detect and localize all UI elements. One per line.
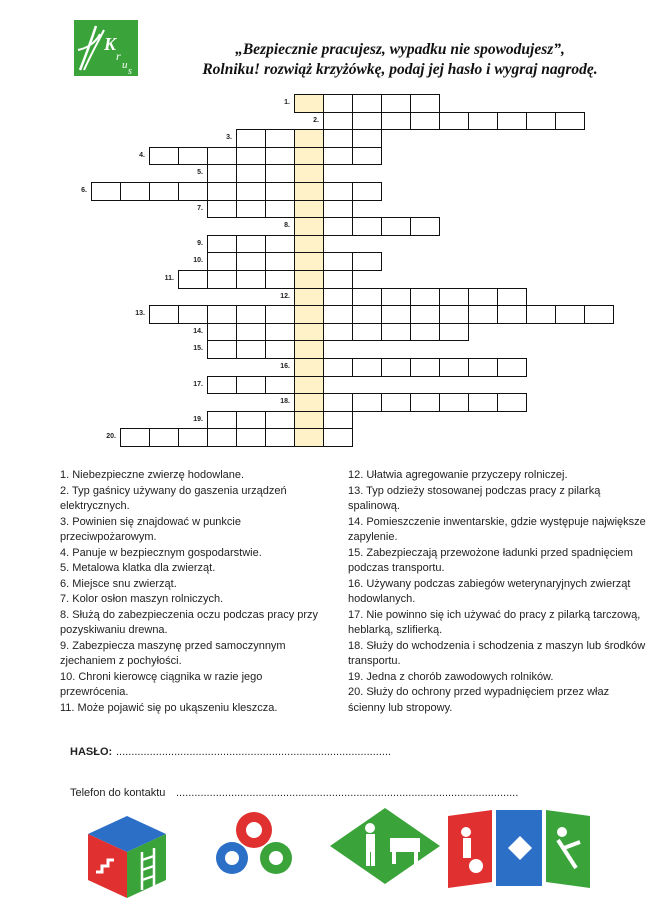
phone-input-line[interactable]: ................................................................................................................ xyxy=(176,787,519,799)
clue-item: 17. Nie powinno się ich używać do pracy z pilarką tarczową, heblarką, szlifierką. xyxy=(348,608,641,636)
crossword-cell[interactable] xyxy=(410,217,440,236)
crossword-cell[interactable] xyxy=(555,112,585,131)
crossword-cell[interactable] xyxy=(352,217,382,236)
crossword-cell[interactable] xyxy=(323,112,353,131)
crossword-cell[interactable] xyxy=(323,428,353,447)
crossword-cell[interactable] xyxy=(410,323,440,342)
crossword-cell[interactable] xyxy=(120,428,150,447)
crossword-cell[interactable] xyxy=(323,147,353,166)
clues-right-column xyxy=(348,468,648,716)
clue-item: 20. Służy do ochrony przed wypadnięciem przez właz ścienny lub stropowy. xyxy=(348,686,610,714)
crossword-cell[interactable] xyxy=(207,147,237,166)
crossword-cell[interactable] xyxy=(555,305,585,324)
crossword-cell[interactable] xyxy=(323,305,353,324)
crossword-cell[interactable] xyxy=(323,182,353,201)
crossword-cell[interactable] xyxy=(265,428,295,447)
crossword-cell[interactable] xyxy=(439,323,469,342)
clue-item: 8. Służą do zabezpieczenia oczu podczas pracy przy pozyskiwaniu drewna. xyxy=(60,608,319,636)
farmer-cow-icon xyxy=(328,806,442,886)
crossword-cell[interactable] xyxy=(323,323,353,342)
crossword-cell[interactable] xyxy=(352,305,382,324)
crossword-cell[interactable] xyxy=(207,411,237,430)
crossword-cell[interactable] xyxy=(207,376,237,395)
crossword-cell[interactable] xyxy=(236,129,266,148)
crossword-cell[interactable] xyxy=(207,252,237,271)
crossword-cell[interactable] xyxy=(265,182,295,201)
password-cell[interactable] xyxy=(294,376,324,395)
crossword-cell[interactable] xyxy=(497,305,527,324)
clue-item: 6. Miejsce snu zwierząt. xyxy=(60,577,177,590)
row-number: 4. xyxy=(139,151,145,159)
crossword-cell[interactable] xyxy=(468,112,498,131)
password-cell[interactable] xyxy=(294,164,324,183)
crossword-cell[interactable] xyxy=(352,358,382,377)
crossword-cell[interactable] xyxy=(178,147,208,166)
crossword-cell[interactable] xyxy=(410,358,440,377)
crossword-cell[interactable] xyxy=(91,182,121,201)
crossword-cell[interactable] xyxy=(323,129,353,148)
house-cube-icon xyxy=(86,812,168,900)
crossword-cell[interactable] xyxy=(207,182,237,201)
clue-item: 11. Może pojawić się po ukąszeniu kleszcza. xyxy=(60,701,278,714)
crossword-cell[interactable] xyxy=(120,182,150,201)
row-number: 8. xyxy=(284,222,290,230)
password-cell[interactable] xyxy=(294,217,324,236)
crossword-cell[interactable] xyxy=(352,288,382,307)
crossword-cell[interactable] xyxy=(265,252,295,271)
row-number: 6. xyxy=(81,187,87,194)
clue-item: 3. Powinien się znajdować w punkcie przeciwpożarowym. xyxy=(60,515,241,543)
crossword-cell[interactable] xyxy=(265,305,295,324)
crossword-cell[interactable] xyxy=(410,305,440,324)
crossword-cell[interactable] xyxy=(236,164,266,183)
crossword-cell[interactable] xyxy=(149,428,179,447)
crossword-cell[interactable] xyxy=(207,305,237,324)
svg-text:K: K xyxy=(104,34,117,54)
crossword-cell[interactable] xyxy=(468,288,498,307)
row-number: 3. xyxy=(226,134,232,142)
title-line-2: Rolniku! rozwiąż krzyżówkę, podaj jej hasło i wygraj nagrodę. xyxy=(202,61,598,78)
crossword-cell[interactable] xyxy=(265,200,295,219)
crossword-cell[interactable] xyxy=(352,323,382,342)
row-number: 20. xyxy=(106,433,116,441)
crossword-cell[interactable] xyxy=(236,305,266,324)
title-line-1: „Bezpiecznie pracujesz, wypadku nie spowodujesz”, xyxy=(235,41,565,58)
svg-text:u: u xyxy=(122,59,128,71)
password-cell[interactable] xyxy=(294,129,324,148)
clue-item: 12. Ułatwia agregowanie przyczepy rolniczej. xyxy=(348,469,568,481)
crossword-cell[interactable] xyxy=(265,129,295,148)
crossword-cell[interactable] xyxy=(323,393,353,412)
clue-item: 2. Typ gaśnicy używany do gaszenia urządzeń elektrycznych. xyxy=(60,484,287,512)
crossword-cell[interactable] xyxy=(584,305,614,324)
crossword-cell[interactable] xyxy=(236,182,266,201)
clue-item: 16. Używany podczas zabiegów weterynaryjnych zwierząt hodowlanych. xyxy=(348,577,631,605)
clue-item: 9. Zabezpiecza maszynę przed samoczynnym zjechaniem z pochyłości. xyxy=(60,639,286,667)
row-number: 18. xyxy=(280,398,290,406)
haslo-label: HASŁO: xyxy=(70,746,113,758)
crossword-cell[interactable] xyxy=(178,182,208,201)
crossword-cell[interactable] xyxy=(323,288,353,307)
crossword-cell[interactable] xyxy=(207,340,237,359)
row-number: 2. xyxy=(313,116,319,124)
clue-item: 19. Jedna z chorób zawodowych rolników. xyxy=(348,670,554,683)
crossword-cell[interactable] xyxy=(207,235,237,254)
phone-label: Telefon do kontaktu xyxy=(70,787,166,799)
row-number: 1. xyxy=(284,99,290,106)
crossword-cell[interactable] xyxy=(497,358,527,377)
crossword-cell[interactable] xyxy=(381,94,411,113)
row-number: 17. xyxy=(193,380,203,388)
row-number: 5. xyxy=(197,169,203,177)
row-number: 16. xyxy=(280,363,290,370)
password-cell[interactable] xyxy=(294,288,324,307)
password-cell[interactable] xyxy=(294,411,324,430)
row-number: 10. xyxy=(193,257,203,265)
clue-item: 14. Pomieszczenie inwentarskie, gdzie występuje największe zapylenie. xyxy=(348,515,646,543)
crossword-cell[interactable] xyxy=(526,305,556,324)
password-cell[interactable] xyxy=(294,323,324,342)
password-cell[interactable] xyxy=(294,305,324,324)
row-number: 12. xyxy=(280,292,290,300)
crossword-cell[interactable] xyxy=(265,340,295,359)
crossword-cell[interactable] xyxy=(236,252,266,271)
crossword-cell[interactable] xyxy=(178,270,208,289)
clue-item: 13. Typ odzieży stosowanej podczas pracy z pilarką spalinową. xyxy=(348,484,601,512)
crossword-cell[interactable] xyxy=(207,323,237,342)
crossword-cell[interactable] xyxy=(236,428,266,447)
crossword-cell[interactable] xyxy=(352,182,382,201)
crossword-cell[interactable] xyxy=(439,288,469,307)
clue-item: 15. Zabezpieczają przewożone ładunki przed spadnięciem podczas transportu. xyxy=(348,546,633,574)
row-number: 11. xyxy=(164,275,174,282)
crossword-cell[interactable] xyxy=(352,252,382,271)
crossword-cell[interactable] xyxy=(381,217,411,236)
crossword-cell[interactable] xyxy=(352,112,382,131)
crossword-cell[interactable] xyxy=(410,393,440,412)
crossword-cell[interactable] xyxy=(236,376,266,395)
gears-icon xyxy=(208,808,298,878)
crossword-cell[interactable] xyxy=(265,147,295,166)
crossword-cell[interactable] xyxy=(439,358,469,377)
svg-text:r: r xyxy=(116,49,121,63)
crossword-cell[interactable] xyxy=(178,305,208,324)
crossword-cell[interactable] xyxy=(207,164,237,183)
password-cell[interactable] xyxy=(294,182,324,201)
crossword-cell[interactable] xyxy=(468,358,498,377)
crossword-cell[interactable] xyxy=(149,305,179,324)
row-number: 19. xyxy=(193,415,203,423)
crossword-cell[interactable] xyxy=(526,112,556,131)
crossword-cell[interactable] xyxy=(497,112,527,131)
crossword-cell[interactable] xyxy=(468,393,498,412)
safety-panels-icon xyxy=(446,808,592,888)
haslo-input-line[interactable]: .......................................................................................... xyxy=(116,746,392,758)
row-number: 13. xyxy=(135,310,145,318)
crossword-cell[interactable] xyxy=(236,235,266,254)
crossword-cell[interactable] xyxy=(497,288,527,307)
crossword-cell[interactable] xyxy=(352,393,382,412)
crossword-cell[interactable] xyxy=(236,270,266,289)
crossword-cell[interactable] xyxy=(352,147,382,166)
crossword-cell[interactable] xyxy=(265,270,295,289)
clues-left-column xyxy=(60,468,330,716)
crossword-cell[interactable] xyxy=(323,94,353,113)
crossword-cell[interactable] xyxy=(236,340,266,359)
clue-item: 7. Kolor osłon maszyn rolniczych. xyxy=(60,593,224,605)
password-cell[interactable] xyxy=(294,94,324,113)
crossword-cell[interactable] xyxy=(207,428,237,447)
crossword-cell[interactable] xyxy=(149,182,179,201)
svg-text:s: s xyxy=(128,66,132,76)
crossword-cell[interactable] xyxy=(323,252,353,271)
crossword-cell[interactable] xyxy=(323,217,353,236)
password-cell[interactable] xyxy=(294,252,324,271)
clue-item: 4. Panuje w bezpiecznym gospodarstwie. xyxy=(60,546,262,559)
crossword-cell[interactable] xyxy=(236,323,266,342)
crossword-cell[interactable] xyxy=(265,235,295,254)
crossword-cell[interactable] xyxy=(352,94,382,113)
password-cell[interactable] xyxy=(294,340,324,359)
row-number: 9. xyxy=(197,239,203,247)
crossword-cell[interactable] xyxy=(149,147,179,166)
crossword-cell[interactable] xyxy=(381,112,411,131)
row-number: 14. xyxy=(193,327,203,335)
crossword-cell[interactable] xyxy=(265,323,295,342)
crossword-cell[interactable] xyxy=(265,411,295,430)
crossword-cell[interactable] xyxy=(352,129,382,148)
crossword-cell[interactable] xyxy=(207,270,237,289)
crossword-cell[interactable] xyxy=(497,393,527,412)
crossword-cell[interactable] xyxy=(265,376,295,395)
crossword-cell[interactable] xyxy=(381,393,411,412)
password-cell[interactable] xyxy=(294,393,324,412)
crossword-cell[interactable] xyxy=(265,164,295,183)
crossword-cell[interactable] xyxy=(410,94,440,113)
password-cell[interactable] xyxy=(294,235,324,254)
crossword-cell[interactable] xyxy=(323,358,353,377)
crossword-cell[interactable] xyxy=(410,288,440,307)
crossword-cell[interactable] xyxy=(439,305,469,324)
crossword-cell[interactable] xyxy=(439,393,469,412)
crossword-cell[interactable] xyxy=(236,200,266,219)
password-cell[interactable] xyxy=(294,200,324,219)
password-cell[interactable] xyxy=(294,428,324,447)
clue-item: 1. Niebezpieczne zwierzę hodowlane. xyxy=(60,469,245,481)
crossword-cell[interactable] xyxy=(236,147,266,166)
crossword-cell[interactable] xyxy=(381,323,411,342)
crossword-cell[interactable] xyxy=(323,411,353,430)
crossword-cell[interactable] xyxy=(323,270,353,289)
crossword-cell[interactable] xyxy=(178,428,208,447)
clue-item: 10. Chroni kierowcę ciągnika w razie jego przewrócenia. xyxy=(60,670,263,698)
crossword-cell[interactable] xyxy=(468,305,498,324)
crossword-cell[interactable] xyxy=(381,358,411,377)
row-number: 7. xyxy=(197,204,203,212)
crossword-cell[interactable] xyxy=(410,112,440,131)
crossword-cell[interactable] xyxy=(381,288,411,307)
clue-item: 18. Służy do wchodzenia i schodzenia z maszyn lub środków transportu. xyxy=(348,639,646,667)
password-cell[interactable] xyxy=(294,147,324,166)
password-cell[interactable] xyxy=(294,358,324,377)
crossword-cell[interactable] xyxy=(207,200,237,219)
crossword-cell[interactable] xyxy=(323,200,353,219)
password-cell[interactable] xyxy=(294,270,324,289)
crossword-cell[interactable] xyxy=(236,411,266,430)
row-number: 15. xyxy=(193,345,203,353)
crossword-cell[interactable] xyxy=(439,112,469,131)
clue-item: 5. Metalowa klatka dla zwierząt. xyxy=(60,562,216,574)
crossword-cell[interactable] xyxy=(381,305,411,324)
